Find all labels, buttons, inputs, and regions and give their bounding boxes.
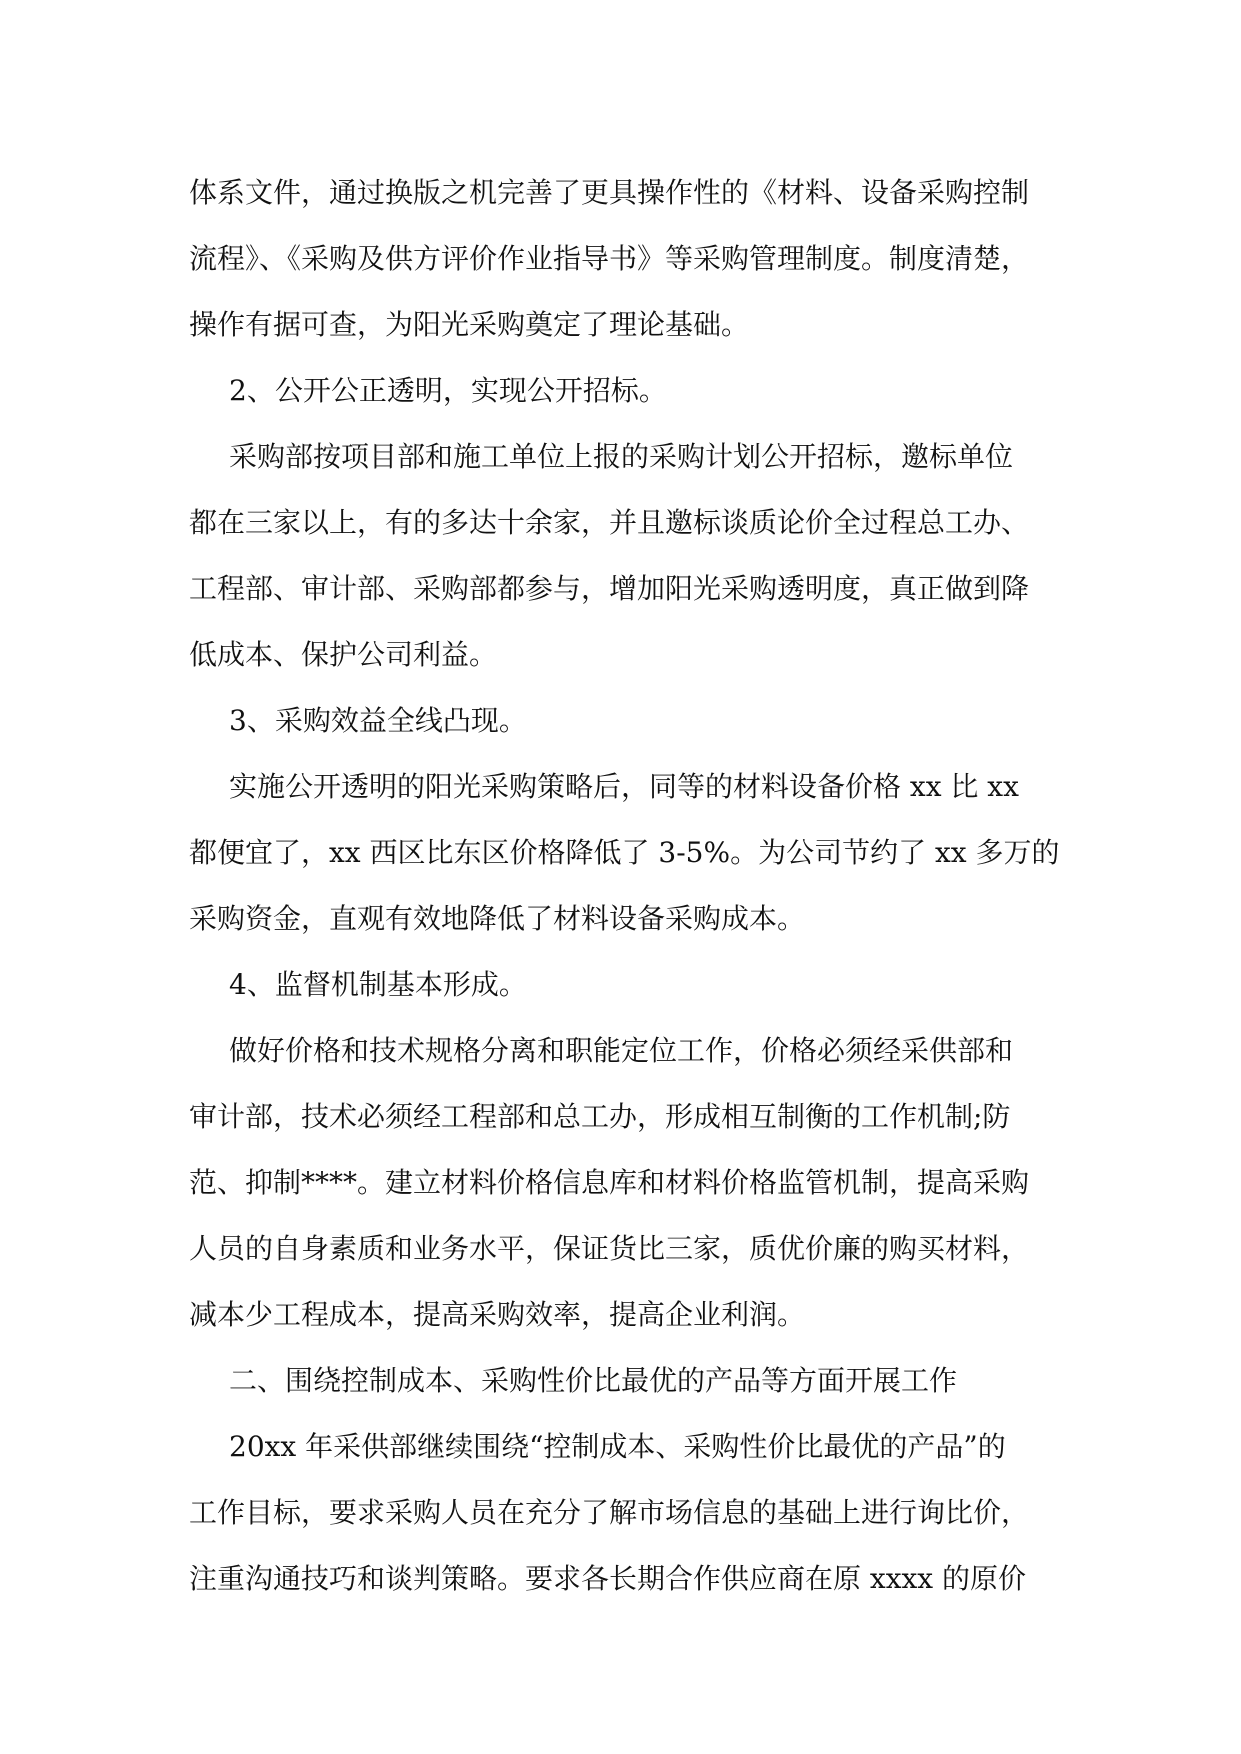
text-line-8: 低成本、保护公司利益。 (189, 638, 498, 671)
text-line-10: 实施公开透明的阳光采购策略后，同等的材料设备价格 xx 比 xx (229, 770, 1019, 803)
text-line-14: 做好价格和技术规格分离和职能定位工作，价格必须经采供部和 (229, 1034, 1014, 1067)
text-line-16: 范、抑制****。建立材料价格信息库和材料价格监管机制，提高采购 (189, 1166, 1030, 1199)
text-line-22: 注重沟通技巧和谈判策略。要求各长期合作供应商在原 xxxx 的原价 (189, 1562, 1026, 1595)
section-heading-2: 2、公开公正透明，实现公开招标。 (229, 374, 667, 407)
text-line-7: 工程部、审计部、采购部都参与，增加阳光采购透明度，真正做到降 (189, 572, 1030, 605)
section-heading-part-2: 二、围绕控制成本、采购性价比最优的产品等方面开展工作 (229, 1364, 958, 1397)
text-line-11: 都便宜了，xx 西区比东区价格降低了 3-5%。为公司节约了 xx 多万的 (189, 836, 1060, 869)
text-line-20: 20xx 年采供部继续围绕“控制成本、采购性价比最优的产品”的 (229, 1430, 1006, 1463)
text-line-15: 审计部，技术必须经工程部和总工办，形成相互制衡的工作机制;防 (189, 1100, 1011, 1133)
text-line-6: 都在三家以上，有的多达十余家，并且邀标谈质论价全过程总工办、 (189, 506, 1030, 539)
text-line-1: 体系文件，通过换版之机完善了更具操作性的《材料、设备采购控制 (189, 176, 1030, 209)
text-line-3: 操作有据可查，为阳光采购奠定了理论基础。 (189, 308, 750, 341)
section-heading-4: 4、监督机制基本形成。 (229, 968, 527, 1001)
text-line-5: 采购部按项目部和施工单位上报的采购计划公开招标，邀标单位 (229, 440, 1014, 473)
document-body (189, 160, 1061, 1612)
text-line-18: 减本少工程成本，提高采购效率，提高企业利润。 (189, 1298, 806, 1331)
text-line-17: 人员的自身素质和业务水平，保证货比三家，质优价廉的购买材料， (189, 1232, 1030, 1265)
section-heading-3: 3、采购效益全线凸现。 (229, 704, 527, 737)
text-line-2: 流程》、《采购及供方评价作业指导书》等采购管理制度。制度清楚， (189, 242, 1030, 275)
text-line-12: 采购资金，直观有效地降低了材料设备采购成本。 (189, 902, 806, 935)
text-line-21: 工作目标，要求采购人员在充分了解市场信息的基础上进行询比价， (189, 1496, 1030, 1529)
